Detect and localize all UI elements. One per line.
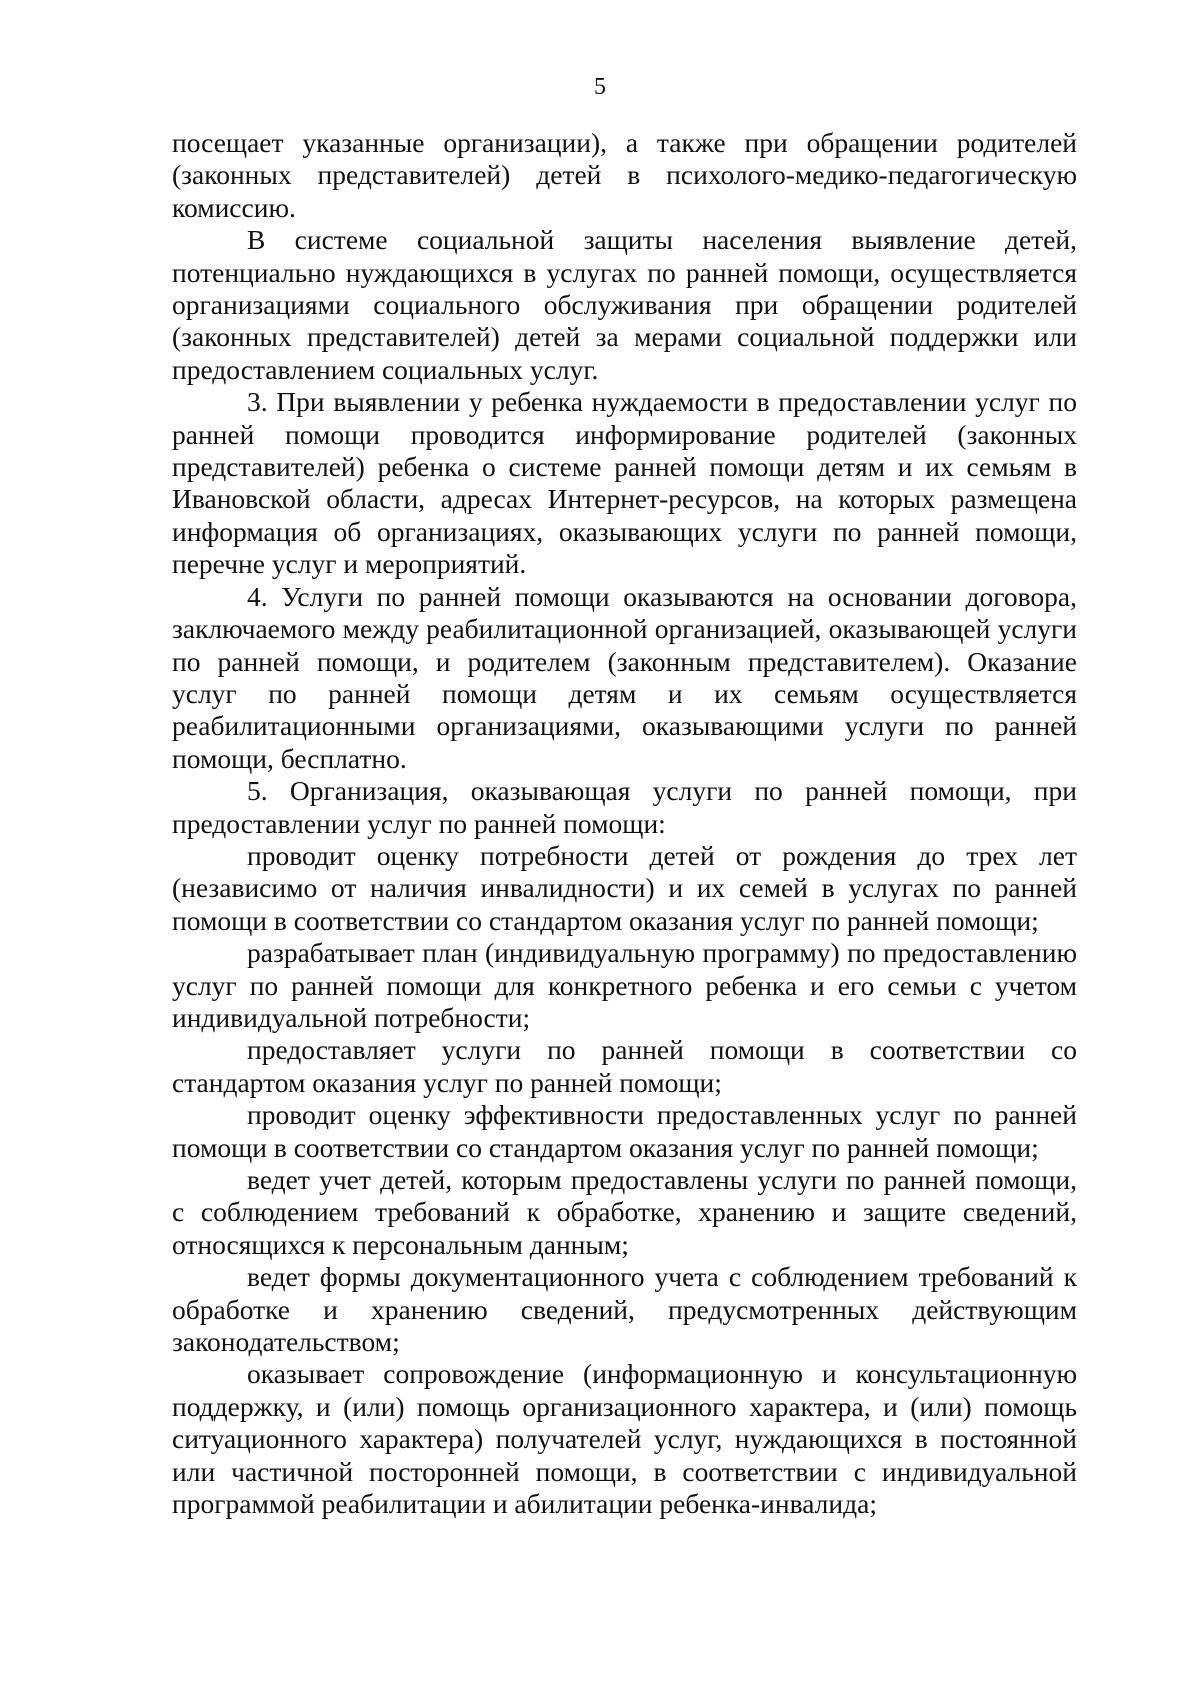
paragraph: 4. Услуги по ранней помощи оказываются на основании договора, заключаемого между реабилитационной организацией, оказывающей услуги по ранней помощи, и родителем (законным представителем). Оказание услуг по ранней помощи детям и их семьям осуществляется реабилитационными организациями, оказывающими услуги по ранней помощи, бесплатно.	[172, 580, 1077, 774]
page-number: 5	[594, 74, 606, 100]
list-item: предоставляет услуги по ранней помощи в соответствии со стандартом оказания услуг по ранней помощи;	[172, 1034, 1077, 1098]
paragraph: В системе социальной защиты населения выявление детей, потенциально нуждающихся в услугах по ранней помощи, осуществляется организациями социального обслуживания при обращении родителей (законных представителей) детей за мерами социальной поддержки или предоставлением социальных услуг.	[172, 224, 1077, 385]
list-item: ведет формы документационного учета с соблюдением требований к обработке и хранению сведений, предусмотренных действующим законодательством;	[172, 1261, 1077, 1358]
document-body	[172, 127, 1077, 1520]
paragraph: 3. При выявлении у ребенка нуждаемости в предоставлении услуг по ранней помощи проводится информирование родителей (законных представителей) ребенка о системе ранней помощи детям и их семьям в Ивановской области, адресах Интернет-ресурсов, на которых размещена информация об организациях, оказывающих услуги по ранней помощи, перечне услуг и мероприятий.	[172, 386, 1077, 580]
paragraph: 5. Организация, оказывающая услуги по ранней помощи, при предоставлении услуг по ранней помощи:	[172, 775, 1077, 839]
list-item: проводит оценку потребности детей от рождения до трех лет (независимо от наличия инвалидности) и их семей в услугах по ранней помощи в соответствии со стандартом оказания услуг по ранней помощи;	[172, 839, 1077, 936]
list-item: ведет учет детей, которым предоставлены услуги по ранней помощи, с соблюдением требований к обработке, хранению и защите сведений, относящихся к персональным данным;	[172, 1164, 1077, 1260]
paragraph: посещает указанные организации), а также при обращении родителей (законных представителей) детей в психолого-медико-педагогическую комиссию.	[172, 127, 1077, 223]
list-item: разрабатывает план (индивидуальную программу) по предоставлению услуг по ранней помощи для конкретного ребенка и его семьи с учетом индивидуальной потребности;	[172, 937, 1077, 1033]
list-item: оказывает сопровождение (информационную и консультационную поддержку, и (или) помощь организационного характера, и (или) помощь ситуационного характера) получателей услуг, нуждающихся в постоянной или частичной посторонней помощи, в соответствии с индивидуальной программой реабилитации и абилитации ребенка-инвалида;	[172, 1358, 1077, 1520]
list-item: проводит оценку эффективности предоставленных услуг по ранней помощи в соответствии со стандартом оказания услуг по ранней помощи;	[172, 1099, 1077, 1163]
